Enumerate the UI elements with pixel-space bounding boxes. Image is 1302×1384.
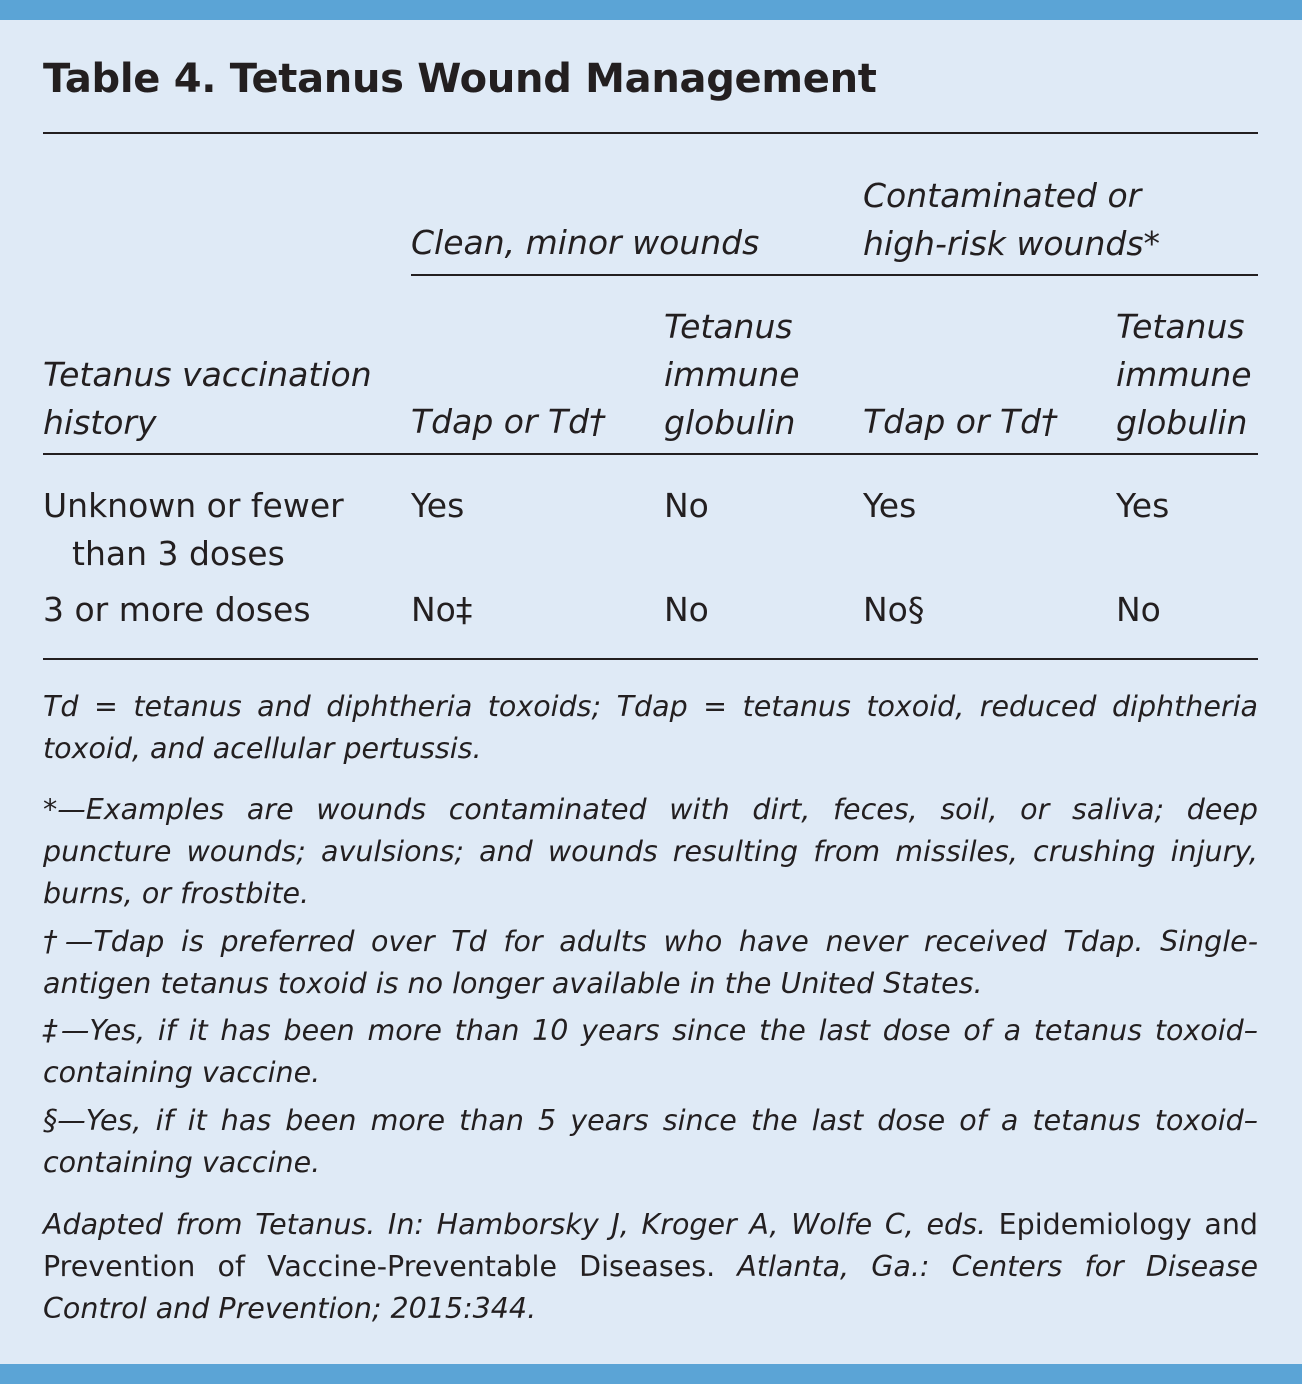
source-post: Atlanta, Ga.: Centers for Disease Control and Prevention; 2015:344. <box>43 1250 1258 1325</box>
footnote-section-text: §—Yes, if it has been more than 5 years since the last dose of a tetanus toxoid–containing vaccine. <box>43 1104 1258 1179</box>
col-history-header: Tetanus vaccination history <box>43 355 372 442</box>
row1-tig-clean: No <box>664 486 709 525</box>
col-tig-clean-header: Tetanus immune globulin <box>664 307 800 442</box>
row1-history: Unknown or fewer <box>43 486 344 525</box>
footnote-dagger <box>43 921 1258 1005</box>
footnote-double-dagger <box>43 1010 1258 1094</box>
row1-tig-contam: Yes <box>1116 486 1170 525</box>
row1-tdap-clean: Yes <box>411 486 465 525</box>
footnote-abbreviations <box>43 686 1258 770</box>
col-tig-contam-header: Tetanus immune globulin <box>1116 307 1252 442</box>
footnote-abbreviations-text: Td = tetanus and diphtheria toxoids; Tdap = tetanus toxoid, reduced diphtheria toxoid, and acellular pertussis. <box>43 690 1258 765</box>
table-title: Table 4. Tetanus Wound Management <box>43 56 877 102</box>
row2-history: 3 or more doses <box>43 590 311 629</box>
top-accent-bar <box>0 0 1302 20</box>
header-rule <box>43 453 1258 455</box>
row1-history-cont: than 3 doses <box>72 534 285 573</box>
source-book: Epidemiology and Prevention of Vaccine-Preventable Diseases. <box>43 1208 1258 1283</box>
row1-tdap-contam: Yes <box>863 486 917 525</box>
group-contaminated-header: Contaminated or high-risk wounds* <box>863 176 1161 263</box>
title-rule <box>43 132 1258 134</box>
footnote-section <box>43 1100 1258 1184</box>
row2-tig-contam: No <box>1116 590 1161 629</box>
col-tdap-contam-header: Tdap or Td† <box>863 402 1058 441</box>
footnote-star <box>43 789 1258 915</box>
source-citation <box>43 1204 1258 1330</box>
footnote-dagger-text: †—Tdap is preferred over Td for adults who have never received Tdap. Single-antigen tetanus toxoid is no longer available in the United States. <box>43 925 1258 1000</box>
source-pre: Adapted from Tetanus. In: Hamborsky J, Kroger A, Wolfe C, eds. <box>43 1208 986 1241</box>
row2-tdap-clean: No‡ <box>411 590 473 629</box>
table-bottom-rule <box>43 658 1258 660</box>
row2-tdap-contam: No§ <box>863 590 925 629</box>
row2-tig-clean: No <box>664 590 709 629</box>
group-rule <box>411 274 1258 276</box>
col-tdap-clean-header: Tdap or Td† <box>411 402 606 441</box>
footnote-star-text: *—Examples are wounds contaminated with dirt, feces, soil, or saliva; deep puncture wounds; avulsions; and wounds resulting from missiles, crushing injury, burns, or frostbite. <box>43 793 1258 910</box>
bottom-accent-bar <box>0 1364 1302 1384</box>
group-clean-header: Clean, minor wounds <box>411 223 760 262</box>
footnote-double-dagger-text: ‡—Yes, if it has been more than 10 years since the last dose of a tetanus toxoid–containing vaccine. <box>43 1014 1258 1089</box>
